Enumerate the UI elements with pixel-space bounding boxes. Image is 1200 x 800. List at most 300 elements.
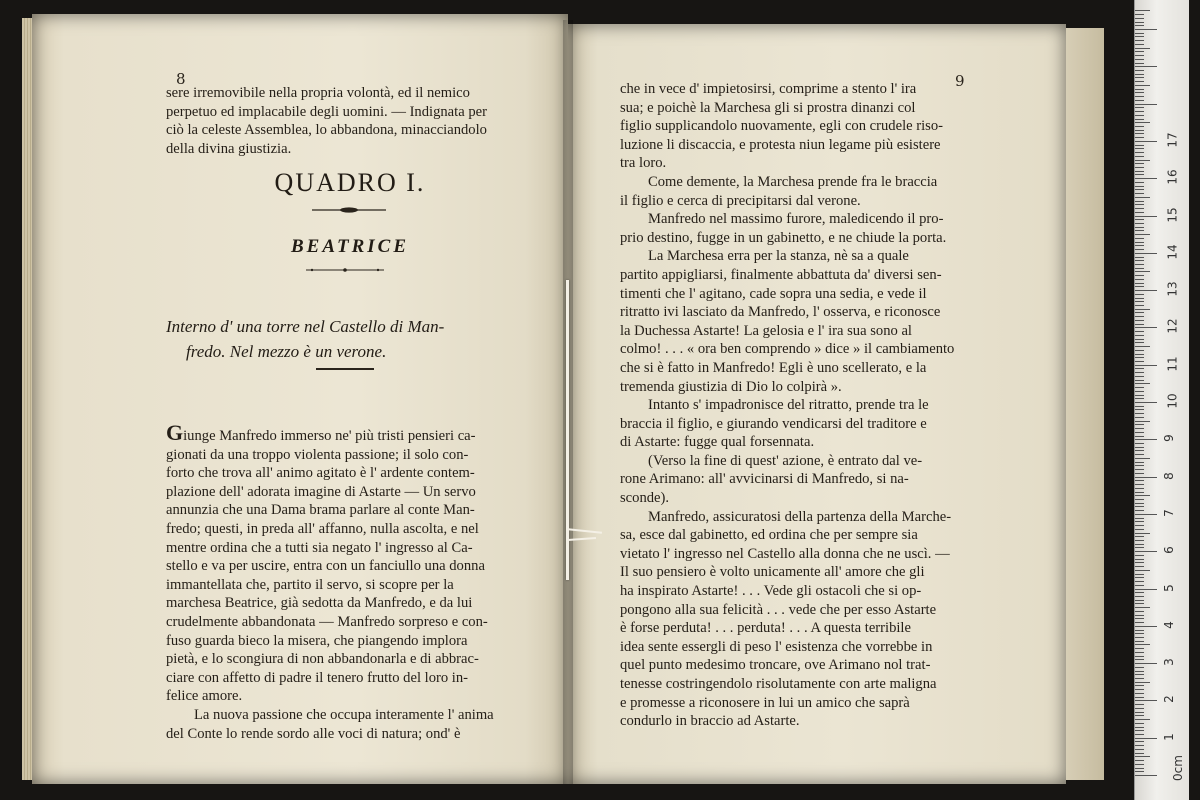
- ruler-tick: [1135, 626, 1157, 627]
- ruler-number: 9: [1161, 434, 1176, 443]
- text-line: marchesa Beatrice, già sedotta da Manfredo, e da lui: [166, 595, 473, 612]
- ruler-tick: [1135, 652, 1144, 653]
- text-line: quel punto medesimo troncare, ove Arimano nol trat-: [620, 657, 931, 674]
- ruler-tick: [1135, 454, 1144, 455]
- ruler-number: 6: [1161, 546, 1176, 555]
- ruler-tick: [1135, 357, 1144, 358]
- ruler-tick: [1135, 473, 1144, 474]
- text-line: sa, esce dal gabinetto, ed ordina che per sempre sia: [620, 527, 918, 544]
- ruler-tick: [1135, 544, 1144, 545]
- ruler-tick: [1135, 160, 1150, 161]
- text-line: plazione dell' adorata imagine di Astarte — Un servo: [166, 483, 476, 500]
- ruler-tick: [1135, 424, 1144, 425]
- ruler-tick: [1135, 439, 1157, 440]
- ruler-tick: [1135, 365, 1157, 366]
- left-page-number: 8: [176, 70, 186, 88]
- ruler-tick: [1135, 40, 1144, 41]
- ruler-tick: [1135, 514, 1157, 515]
- ruler-tick: [1135, 152, 1144, 153]
- ruler-tick: [1135, 529, 1144, 530]
- ruler-tick: [1135, 253, 1157, 254]
- section-subtitle: BEATRICE: [291, 236, 409, 257]
- measuring-ruler: [1134, 0, 1189, 800]
- text-line: forto che trova all' animo agitato è l' ardente contem-: [166, 465, 475, 482]
- ruler-tick: [1135, 622, 1144, 623]
- text-line: Il suo pensiero è volto unicamente all' amore che gli: [620, 564, 925, 581]
- right-page-edges: [1064, 28, 1104, 780]
- ruler-tick: [1135, 107, 1144, 108]
- text-line: ciò la celeste Assemblea, lo abbandona, minacciandolo: [166, 122, 487, 139]
- text-line: rone Arimano: all' avvicinarsi di Manfredo, si na-: [620, 471, 909, 488]
- ruler-number: 10: [1165, 393, 1180, 409]
- text-line: pongono alla sua felicità . . . vede che per esso Astarte: [620, 601, 937, 618]
- ruler-tick: [1135, 271, 1150, 272]
- ruler-tick: [1135, 603, 1144, 604]
- ruler-tick: [1135, 230, 1144, 231]
- ruler-tick: [1135, 689, 1144, 690]
- ruler-tick: [1135, 395, 1144, 396]
- ruler-number: 8: [1161, 471, 1176, 480]
- ruler-tick: [1135, 294, 1144, 295]
- ruler-tick: [1135, 201, 1144, 202]
- ruler-tick: [1135, 700, 1157, 701]
- ruler-tick: [1135, 361, 1144, 362]
- ruler-tick: [1135, 413, 1144, 414]
- ruler-tick: [1135, 727, 1144, 728]
- ruler-tick: [1135, 223, 1144, 224]
- ruler-tick: [1135, 309, 1150, 310]
- ruler-tick: [1135, 775, 1157, 776]
- paragraph: [620, 210, 978, 247]
- ruler-tick: [1135, 29, 1157, 30]
- ruler-tick: [1135, 644, 1150, 645]
- ruler-tick: [1135, 600, 1144, 601]
- ruler-tick: [1135, 518, 1144, 519]
- text-line: annunzia che una Dama brama parlare al conte Man-: [166, 502, 475, 519]
- text-line: del Conte lo rende sordo alle voci di natura; ond' è: [166, 725, 461, 742]
- ruler-tick: [1135, 484, 1144, 485]
- ruler-tick: [1135, 566, 1144, 567]
- ruler-tick: [1135, 406, 1144, 407]
- ruler-tick: [1135, 525, 1144, 526]
- text-line: ha inspirato Astarte! . . . Vede gli ostacoli che si op-: [620, 583, 922, 600]
- ruler-tick: [1135, 14, 1144, 15]
- ruler-tick: [1135, 409, 1144, 410]
- ruler-tick: [1135, 324, 1144, 325]
- ruler-tick: [1135, 432, 1144, 433]
- ruler-tick: [1135, 25, 1144, 26]
- text-line: Manfredo, assicuratosi della partenza della Marche-: [648, 508, 952, 525]
- ruler-tick: [1135, 574, 1144, 575]
- ruler-tick: [1135, 753, 1144, 754]
- ruler-tick: [1135, 193, 1144, 194]
- scene-description: [166, 314, 534, 364]
- text-line: della divina giustizia.: [166, 140, 292, 157]
- text-line: prio destino, fugge in un gabinetto, e ne chiude la porta.: [620, 229, 947, 246]
- ruler-tick: [1135, 659, 1144, 660]
- ruler-tick: [1135, 290, 1157, 291]
- ruler-tick: [1135, 234, 1150, 235]
- ruler-tick: [1135, 749, 1144, 750]
- ruler-number: 7: [1161, 509, 1176, 517]
- ruler-tick: [1135, 70, 1144, 71]
- ruler-tick: [1135, 477, 1157, 478]
- ruler-tick: [1135, 327, 1157, 328]
- ruler-tick: [1135, 697, 1144, 698]
- ruler-tick: [1135, 174, 1144, 175]
- ruler-tick: [1135, 499, 1144, 500]
- scene-line: Interno d' una torre nel Castello di Man-: [166, 317, 445, 336]
- ruler-tick: [1135, 286, 1144, 287]
- ruler-tick: [1135, 320, 1144, 321]
- ruler-tick: [1135, 368, 1144, 369]
- ruler-tick: [1135, 44, 1144, 45]
- text-line: colmo! . . . « ora ben comprendo » dice » il cambiamento: [620, 341, 955, 358]
- ruler-tick: [1135, 18, 1144, 19]
- ruler-tick: [1135, 551, 1157, 552]
- ruler-tick: [1135, 186, 1144, 187]
- text-line: Manfredo nel massimo furore, maledicendo il pro-: [648, 211, 944, 228]
- text-line: mentre ordina che a tutti sia negato l' ingresso al Ca-: [166, 539, 473, 556]
- ruler-tick: [1135, 641, 1144, 642]
- ruler-tick: [1135, 268, 1144, 269]
- ruler-tick: [1135, 380, 1144, 381]
- ruler-tick: [1135, 656, 1144, 657]
- ruler-tick: [1135, 693, 1144, 694]
- ruler-tick: [1135, 436, 1144, 437]
- ruler-tick: [1135, 764, 1144, 765]
- text-line: braccia il figlio, e giurando vendicarsi del traditore e: [620, 415, 927, 432]
- text-line: tenesse costringendolo risolutamente con arte maligna: [620, 676, 937, 692]
- ruler-tick: [1135, 708, 1144, 709]
- ruler-number: 17: [1165, 132, 1180, 148]
- text-line: condurlo in braccio ad Astarte.: [620, 713, 800, 730]
- paragraph: [620, 508, 978, 731]
- ornament-divider: [306, 266, 384, 274]
- text-line: iunge Manfredo immerso ne' più tristi pensieri ca-: [183, 428, 476, 444]
- ruler-tick: [1135, 462, 1144, 463]
- ruler-tick: [1135, 671, 1144, 672]
- ruler-tick: [1135, 133, 1144, 134]
- ruler-tick: [1135, 167, 1144, 168]
- ruler-tick: [1135, 760, 1144, 761]
- ruler-tick: [1135, 674, 1144, 675]
- ruler-tick: [1135, 51, 1144, 52]
- text-line: luzione li discaccia, e protesta niun legame più esistere: [620, 136, 941, 153]
- ruler-tick: [1135, 115, 1144, 116]
- ruler-tick: [1135, 260, 1144, 261]
- ruler-tick: [1135, 212, 1144, 213]
- text-line: è forse perduta! . . . perduta! . . . A questa terribile: [620, 620, 911, 637]
- ruler-tick: [1135, 756, 1150, 757]
- text-line: sua; e poichè la Marchesa gli si prostra dinanzi col: [620, 99, 916, 116]
- ruler-tick: [1135, 536, 1144, 537]
- text-line: gionati da una troppo violenta passione; il solo con-: [166, 446, 469, 463]
- ruler-number: 1: [1161, 732, 1176, 741]
- text-line: Intanto s' impadronisce del ritratto, prende tra le: [648, 397, 929, 414]
- ruler-tick: [1135, 521, 1144, 522]
- ruler-tick: [1135, 589, 1157, 590]
- ruler-tick: [1135, 734, 1144, 735]
- ruler-number: 14: [1165, 244, 1180, 260]
- page-title: QUADRO I.: [274, 168, 426, 197]
- ruler-tick: [1135, 156, 1144, 157]
- ruler-tick: [1135, 104, 1157, 105]
- ruler-tick: [1135, 66, 1157, 67]
- text-line: che si è fatto in Manfredo! Egli è uno scellerato, e la: [620, 359, 927, 376]
- ruler-tick: [1135, 85, 1150, 86]
- ruler-tick: [1135, 533, 1150, 534]
- ruler-tick: [1135, 488, 1144, 489]
- ruler-tick: [1135, 346, 1150, 347]
- ruler-tick: [1135, 715, 1144, 716]
- ruler-number: 4: [1161, 620, 1176, 629]
- ruler-tick: [1135, 555, 1144, 556]
- ornament-divider: [312, 206, 386, 214]
- ruler-tick: [1135, 633, 1144, 634]
- ruler-tick: [1135, 92, 1144, 93]
- ruler-tick: [1135, 738, 1157, 739]
- ruler-tick: [1135, 562, 1144, 563]
- ruler-tick: [1135, 469, 1144, 470]
- ruler-tick: [1135, 771, 1144, 772]
- ruler-tick: [1135, 301, 1144, 302]
- ruler-unit-label: 0cm: [1170, 755, 1185, 781]
- text-line: e promesse a riconosere in lui un amico che saprà: [620, 694, 910, 711]
- ruler-tick: [1135, 126, 1144, 127]
- text-line: figlio supplicandolo nuovamente, egli con crudele riso-: [620, 118, 944, 135]
- ruler-tick: [1135, 96, 1144, 97]
- ruler-tick: [1135, 36, 1144, 37]
- ruler-tick: [1135, 447, 1144, 448]
- ruler-tick: [1135, 350, 1144, 351]
- ruler-tick: [1135, 77, 1144, 78]
- ruler-tick: [1135, 719, 1150, 720]
- ruler-tick: [1135, 503, 1144, 504]
- ruler-tick: [1135, 10, 1150, 11]
- ruler-tick: [1135, 178, 1157, 179]
- ruler-tick: [1135, 443, 1144, 444]
- ruler-tick: [1135, 637, 1144, 638]
- ruler-tick: [1135, 339, 1144, 340]
- ruler-tick: [1135, 283, 1144, 284]
- text-line: idea sente essergli di peso l' esistenza che vorrebbe in: [620, 638, 933, 655]
- ruler-tick: [1135, 216, 1157, 217]
- ruler-number: 15: [1165, 206, 1180, 223]
- ruler-tick: [1135, 372, 1144, 373]
- ruler-tick: [1135, 741, 1144, 742]
- ruler-number: 2: [1161, 695, 1176, 704]
- ruler-tick: [1135, 417, 1144, 418]
- ruler-tick: [1135, 208, 1144, 209]
- text-line: La Marchesa erra per la stanza, nè sa a quale: [648, 248, 909, 265]
- ruler-tick: [1135, 391, 1144, 392]
- drop-cap: G: [166, 420, 184, 445]
- text-line: La nuova passione che occupa interamente l' anima: [194, 706, 494, 723]
- ruler-tick: [1135, 312, 1144, 313]
- ruler-tick: [1135, 182, 1144, 183]
- ruler-tick: [1135, 402, 1157, 403]
- text-line: partito appigliarsi, finalmente abbattuta da' diversi sen-: [620, 266, 942, 283]
- text-line: ciare con affetto di padre il tenero frutto del loro in-: [166, 669, 469, 686]
- text-line: che in vece d' impietosirsi, comprime a stento l' ira: [620, 81, 917, 97]
- paragraph: [620, 173, 978, 210]
- ruler-tick: [1135, 305, 1144, 306]
- ruler-tick: [1135, 354, 1144, 355]
- left-body-text: [166, 420, 534, 743]
- short-rule: [316, 368, 374, 370]
- ruler-tick: [1135, 74, 1144, 75]
- ruler-tick: [1135, 768, 1144, 769]
- ruler-tick: [1135, 298, 1144, 299]
- ruler-tick: [1135, 723, 1144, 724]
- ruler-tick: [1135, 316, 1144, 317]
- ruler-tick: [1135, 275, 1144, 276]
- ruler-tick: [1135, 495, 1150, 496]
- ruler-tick: [1135, 119, 1144, 120]
- text-line: stello e va per uscire, entra con un fanciullo una donna: [166, 558, 485, 575]
- ruler-tick: [1135, 581, 1144, 582]
- ruler-tick: [1135, 171, 1144, 172]
- ruler-tick: [1135, 458, 1150, 459]
- paragraph: [620, 452, 978, 508]
- ruler-tick: [1135, 257, 1144, 258]
- ruler-tick: [1135, 745, 1144, 746]
- ruler-tick: [1135, 730, 1144, 731]
- ruler-tick: [1135, 540, 1144, 541]
- ruler-tick: [1135, 163, 1144, 164]
- ruler-tick: [1135, 48, 1150, 49]
- text-line: fredo; questi, in preda all' affanno, nulla ascolta, e nel: [166, 520, 479, 537]
- text-line: fuso guarda bieco la misera, che piangendo implora: [166, 632, 468, 649]
- ruler-tick: [1135, 130, 1144, 131]
- paragraph: [620, 247, 978, 396]
- ruler-tick: [1135, 615, 1144, 616]
- ruler-tick: [1135, 242, 1144, 243]
- ruler-tick: [1135, 450, 1144, 451]
- binding-thread: [566, 280, 569, 580]
- ruler-tick: [1135, 342, 1144, 343]
- text-line: timenti che l' agitano, cade sopra una sedia, e vede il: [620, 285, 927, 302]
- ruler-tick: [1135, 611, 1144, 612]
- text-line: vietato l' ingresso nel Castello alla donna che ne uscì. —: [620, 545, 950, 562]
- text-line: (Verso la fine di quest' azione, è entrato dal ve-: [648, 452, 923, 469]
- ruler-tick: [1135, 59, 1144, 60]
- ruler-number: 3: [1161, 658, 1176, 666]
- ruler-tick: [1135, 596, 1144, 597]
- text-line: pietà, e lo scongiura di non abbandonarla e di abbrac-: [166, 651, 479, 668]
- ruler-tick: [1135, 89, 1144, 90]
- ruler-number: 13: [1165, 281, 1180, 297]
- ruler-tick: [1135, 63, 1144, 64]
- ruler-tick: [1135, 137, 1144, 138]
- scene-line: fredo. Nel mezzo è un verone.: [186, 342, 387, 361]
- ruler-tick: [1135, 335, 1144, 336]
- ruler-tick: [1135, 227, 1144, 228]
- ruler-tick: [1135, 383, 1150, 384]
- text-line: tremenda giustizia di Dio lo colpirà ».: [620, 378, 842, 395]
- left-top-text: [166, 84, 534, 158]
- ruler-tick: [1135, 480, 1144, 481]
- ruler-tick: [1135, 663, 1157, 664]
- ruler-tick: [1135, 111, 1144, 112]
- ruler-tick: [1135, 428, 1144, 429]
- right-page-number: 9: [955, 72, 965, 90]
- ruler-tick: [1135, 197, 1150, 198]
- ruler-tick: [1135, 570, 1150, 571]
- ruler-tick: [1135, 506, 1144, 507]
- ruler-tick: [1135, 678, 1144, 679]
- ruler-tick: [1135, 577, 1144, 578]
- ruler-tick: [1135, 279, 1144, 280]
- text-line: la Duchessa Astarte! La gelosia e l' ira sua sono al: [620, 322, 912, 339]
- ruler-tick: [1135, 712, 1144, 713]
- ruler-tick: [1135, 55, 1144, 56]
- ruler-tick: [1135, 245, 1144, 246]
- ruler-tick: [1135, 465, 1144, 466]
- text-line: Come demente, la Marchesa prende fra le braccia: [648, 173, 938, 190]
- ruler-tick: [1135, 376, 1144, 377]
- ruler-tick: [1135, 189, 1144, 190]
- ruler-number: 12: [1165, 318, 1180, 335]
- ruler-tick: [1135, 33, 1144, 34]
- ruler-tick: [1135, 387, 1144, 388]
- ruler-tick: [1135, 630, 1144, 631]
- ruler-tick: [1135, 547, 1144, 548]
- ruler-tick: [1135, 592, 1144, 593]
- ruler-tick: [1135, 141, 1157, 142]
- ruler-tick: [1135, 510, 1144, 511]
- ruler-tick: [1135, 492, 1144, 493]
- ruler-tick: [1135, 585, 1144, 586]
- ruler-number: 11: [1165, 356, 1180, 372]
- ruler-tick: [1135, 145, 1144, 146]
- ruler-tick: [1135, 667, 1144, 668]
- ruler-tick: [1135, 238, 1144, 239]
- ruler-tick: [1135, 100, 1144, 101]
- ruler-tick: [1135, 685, 1144, 686]
- text-line: sere irremovibile nella propria volontà, ed il nemico: [166, 85, 470, 101]
- text-line: tra loro.: [620, 155, 667, 172]
- text-line: ritratto ivi lasciato da Manfredo, l' osserva, e riconosce: [620, 304, 941, 321]
- text-line: crudelmente abbandonata — Manfredo sorpreso e con-: [166, 613, 488, 630]
- ruler-number: 5: [1161, 583, 1176, 592]
- ruler-tick: [1135, 398, 1144, 399]
- text-line: felice amore.: [166, 688, 243, 705]
- ruler-tick: [1135, 682, 1150, 683]
- text-line: il figlio e cerca di precipitarsi dal verone.: [620, 192, 861, 209]
- ruler-tick: [1135, 122, 1150, 123]
- ruler-tick: [1135, 618, 1144, 619]
- ruler-tick: [1135, 219, 1144, 220]
- ruler-tick: [1135, 204, 1144, 205]
- ruler-tick: [1135, 331, 1144, 332]
- paragraph: [620, 80, 978, 173]
- ruler-tick: [1135, 264, 1144, 265]
- text-line: di Astarte: fugge qual forsennata.: [620, 434, 815, 451]
- ruler-tick: [1135, 704, 1144, 705]
- right-body-text: [620, 80, 978, 731]
- ruler-tick: [1135, 148, 1144, 149]
- ruler-tick: [1135, 559, 1144, 560]
- text-line: immantellata che, partito il servo, si scopre per la: [166, 576, 454, 593]
- ruler-number: 16: [1165, 169, 1180, 185]
- text-line: perpetuo ed implacabile degli uomini. — Indignata per: [166, 103, 487, 120]
- ruler-tick: [1135, 81, 1144, 82]
- text-line: sconde).: [620, 490, 670, 507]
- ruler-tick: [1135, 249, 1144, 250]
- ruler-tick: [1135, 421, 1150, 422]
